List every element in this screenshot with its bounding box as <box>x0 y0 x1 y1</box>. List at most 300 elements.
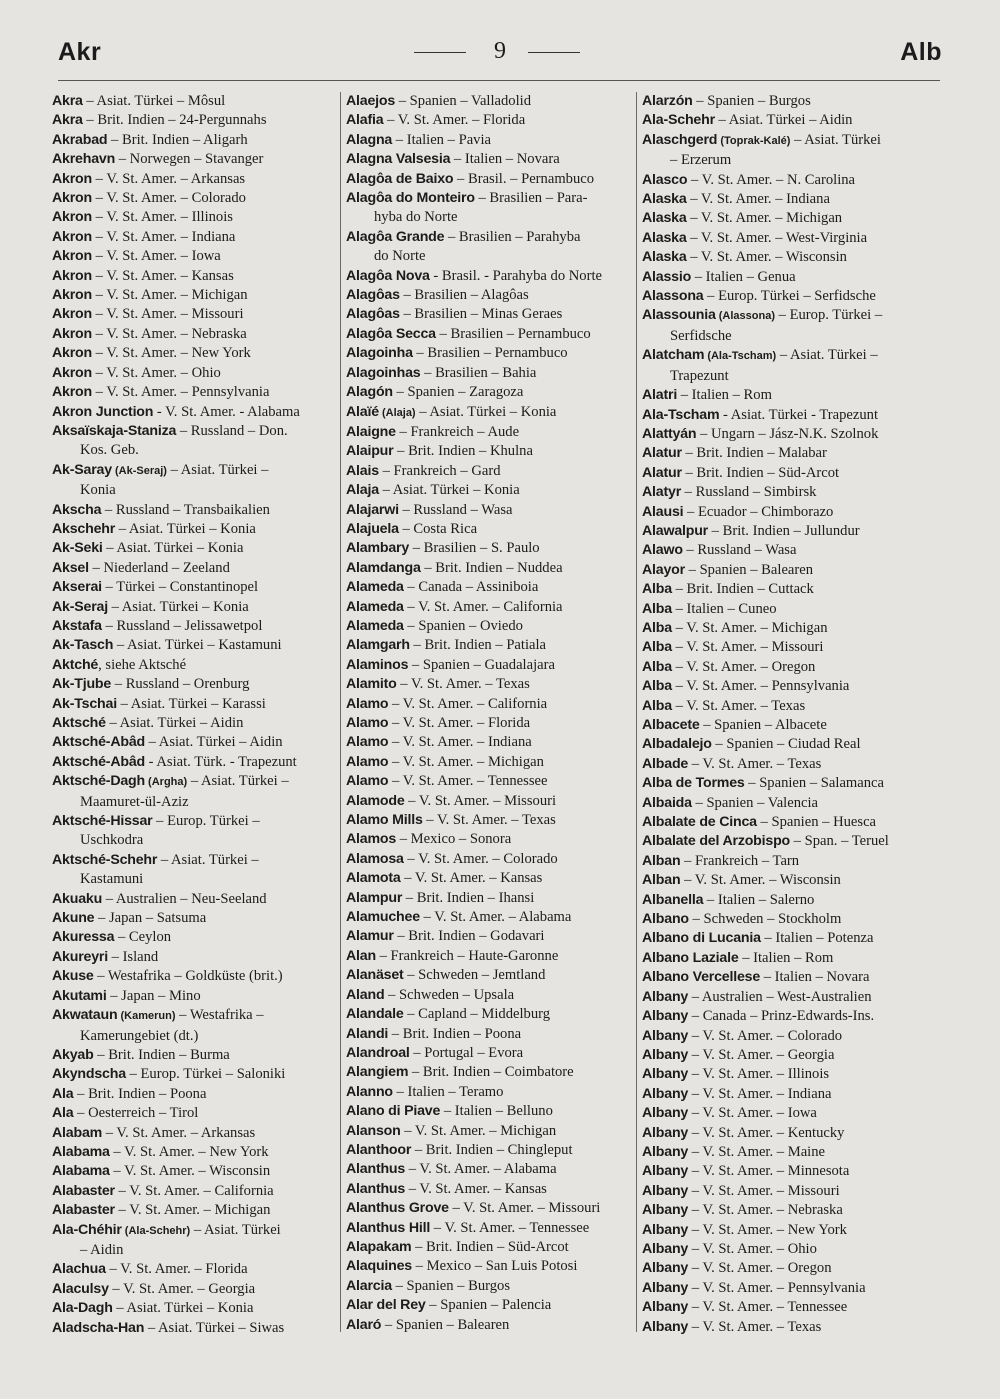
entry-location: – V. St. Amer. – Michigan <box>400 1122 557 1139</box>
gazetteer-entry <box>52 170 334 189</box>
entry-headword: Albany <box>642 1008 689 1025</box>
entry-location: – V. St. Amer. – Florida <box>383 112 526 129</box>
gazetteer-entry <box>346 598 630 617</box>
column-separator <box>636 92 637 1332</box>
gazetteer-entry <box>642 131 932 171</box>
entry-headword: Alban <box>642 872 681 889</box>
entry-location: – Brit. Indien – Patiala <box>409 637 547 654</box>
entry-continuation: – Erzerum <box>670 152 732 169</box>
entry-location: – Island <box>107 948 159 965</box>
gazetteer-entry <box>642 1104 932 1123</box>
header-rule <box>58 80 940 81</box>
entry-location: – V. St. Amer. – Michigan <box>114 1202 271 1219</box>
entry-headword: Albany <box>642 1202 689 1219</box>
gazetteer-entry <box>52 987 334 1006</box>
entry-headword: Alamota <box>346 870 401 887</box>
gazetteer-entry <box>642 794 932 813</box>
gazetteer-entry <box>52 403 334 422</box>
entry-headword: Alamuchee <box>346 909 420 926</box>
gazetteer-entry <box>346 1025 630 1044</box>
entry-location: – Oesterreich – Tirol <box>73 1105 199 1122</box>
entry-location: – Brasilien – Minas Geraes <box>399 306 563 323</box>
entry-headword: Akron <box>52 287 92 304</box>
gazetteer-entry <box>52 967 334 986</box>
column-separator <box>340 92 341 1332</box>
entry-location: – Asiat. Türkei – Karassi <box>116 695 266 712</box>
entry-headword: Alajuela <box>346 520 399 537</box>
gazetteer-entry <box>642 697 932 716</box>
entry-headword: Alaró <box>346 1316 382 1333</box>
gazetteer-entry <box>52 578 334 597</box>
gazetteer-entry <box>52 92 334 111</box>
gazetteer-entry <box>52 364 334 383</box>
entry-headword: Alagoinha <box>346 345 413 362</box>
entry-headword: Alagna Valsesia <box>346 151 451 168</box>
gazetteer-entry <box>642 1182 932 1201</box>
gazetteer-entry <box>346 267 630 286</box>
gazetteer-entry <box>346 753 630 772</box>
entry-location: – V. St. Amer. – Kansas <box>400 870 543 887</box>
gazetteer-entry <box>346 947 630 966</box>
entry-location: – V. St. Amer. – Florida <box>105 1261 248 1278</box>
entry-location: – V. St. Amer. – Missouri <box>92 306 244 323</box>
gazetteer-entry <box>52 1046 334 1065</box>
gazetteer-entry <box>642 406 932 425</box>
entry-location: – Italien – Novara <box>760 969 870 986</box>
entry-location: , siehe Aktsché <box>98 656 187 673</box>
entry-headword: Albany <box>642 1279 689 1296</box>
entry-alt-name: (Kamerun) <box>117 1010 176 1023</box>
gazetteer-entry <box>346 656 630 675</box>
gazetteer-entry <box>642 1007 932 1026</box>
gazetteer-entry <box>346 1180 630 1199</box>
gazetteer-entry <box>642 988 932 1007</box>
entry-headword: Alba <box>642 639 672 656</box>
entry-headword: Akuaku <box>52 890 103 907</box>
gazetteer-entry <box>52 131 334 150</box>
gazetteer-entry <box>346 772 630 791</box>
entry-headword: Aland <box>346 986 385 1003</box>
gazetteer-entry <box>52 1299 334 1318</box>
entry-continuation: Uschkodra <box>80 832 144 849</box>
entry-headword: Alatri <box>642 387 678 404</box>
gazetteer-entry <box>52 1065 334 1084</box>
entry-headword: Alanno <box>346 1083 393 1100</box>
gazetteer-entry <box>52 247 334 266</box>
entry-headword: Akron <box>52 228 92 245</box>
gazetteer-entry <box>346 1063 630 1082</box>
entry-location: – Costa Rica <box>398 520 478 537</box>
entry-location: – V. St. Amer. – Minnesota <box>688 1163 850 1180</box>
entry-location: – V. St. Amer. – Wisconsin <box>680 872 841 889</box>
entry-headword: Albany <box>642 1221 689 1238</box>
gazetteer-entry <box>346 228 630 267</box>
gazetteer-entry <box>52 1162 334 1181</box>
entry-headword: Alassio <box>642 268 692 285</box>
gazetteer-entry <box>346 811 630 830</box>
gazetteer-entry <box>52 111 334 130</box>
entry-headword: Alatcham <box>642 347 705 364</box>
gazetteer-entry <box>346 1199 630 1218</box>
entry-location: – Italien – Rom <box>677 387 772 404</box>
entry-headword: Albano Laziale <box>642 949 739 966</box>
gazetteer-entry <box>346 325 630 344</box>
entry-location: – V. St. Amer. – Pennsylvania <box>92 384 270 401</box>
gazetteer-entry <box>52 1143 334 1162</box>
gazetteer-entry <box>346 1160 630 1179</box>
entry-location: – Spanien – Palencia <box>425 1297 552 1314</box>
page-header <box>0 38 1000 78</box>
entry-location: – Spanien – Burgos <box>391 1277 511 1294</box>
entry-headword: Alanthus Hill <box>346 1219 431 1236</box>
gazetteer-entry <box>52 656 334 675</box>
entry-location: – V. St. Amer. – West-Virginia <box>686 229 868 246</box>
gazetteer-entry <box>52 344 334 363</box>
entry-location: – Asiat. Türkei – Konia <box>115 520 256 537</box>
entry-headword: Albany <box>642 1299 689 1316</box>
entry-headword: Alaska <box>642 210 687 227</box>
gazetteer-entry <box>642 1027 932 1046</box>
entry-location: – Italien – Salerno <box>703 891 815 908</box>
entry-column-2 <box>346 92 630 1335</box>
gazetteer-entry <box>642 677 932 696</box>
entry-location: – V. St. Amer. – California <box>388 695 548 712</box>
gazetteer-entry <box>346 170 630 189</box>
entry-headword: Alaja <box>346 482 379 499</box>
gazetteer-entry <box>642 425 932 444</box>
entry-continuation: Serfidsche <box>670 327 732 344</box>
gazetteer-entry <box>642 346 932 386</box>
entry-headword: Alawo <box>642 542 683 559</box>
entry-location: – Asiat. Türkei – Aidin <box>145 734 283 751</box>
entry-location: – V. St. Amer. – Georgia <box>108 1280 256 1297</box>
gazetteer-entry <box>642 209 932 228</box>
gazetteer-entry <box>346 714 630 733</box>
entry-location: – Italien – Teramo <box>392 1083 504 1100</box>
entry-headword: Albacete <box>642 717 700 733</box>
gazetteer-entry <box>346 1102 630 1121</box>
entry-headword: Alanson <box>346 1122 401 1139</box>
entry-headword: Ak-Saray <box>52 461 112 478</box>
entry-headword: Albalate del Arzobispo <box>642 833 791 850</box>
entry-headword: Ak-Seki <box>52 540 103 557</box>
entry-location: – Frankreich – Tarn <box>680 852 800 869</box>
entry-headword: Alaculsy <box>52 1280 109 1297</box>
gazetteer-entry <box>52 1201 334 1220</box>
entry-headword: Alagôa do Monteiro <box>346 190 475 207</box>
entry-location: – V. St. Amer. – Indiana <box>686 191 830 208</box>
gazetteer-entry <box>642 522 932 541</box>
gazetteer-entry <box>642 190 932 209</box>
gazetteer-entry <box>52 208 334 227</box>
entry-location: – Mexico – San Luis Potosi <box>412 1258 578 1275</box>
entry-headword: Albany <box>642 1182 689 1199</box>
entry-location: – V. St. Amer. – Michigan <box>388 753 544 770</box>
entry-location: – V. St. Amer. – Missouri <box>404 792 557 809</box>
entry-headword: Alaïé <box>346 403 379 420</box>
entry-location: – Brasil. – Pernambuco <box>453 170 595 187</box>
entry-headword: Akwataun <box>52 1007 118 1024</box>
gazetteer-entry <box>642 968 932 987</box>
entry-location: – V. St. Amer. – Tennessee <box>688 1299 848 1316</box>
entry-location: – Brit. Indien – Süd-Arcot <box>681 464 840 481</box>
entry-headword: Albany <box>642 1124 689 1141</box>
entry-headword: Alajarwi <box>346 501 399 518</box>
entry-headword: Akra <box>52 112 83 129</box>
entry-headword: Alamur <box>346 928 394 945</box>
gazetteer-entry <box>346 1141 630 1160</box>
entry-location: – Brasilien – S. Paulo <box>409 540 540 557</box>
entry-headword: Alanthus Grove <box>346 1200 449 1217</box>
entry-headword: Akron <box>52 384 92 401</box>
gazetteer-entry <box>642 1201 932 1220</box>
entry-location: – Spanien – Oviedo <box>403 617 523 634</box>
entry-location: – V. St. Amer. – Indiana <box>688 1085 832 1102</box>
gazetteer-entry <box>52 948 334 967</box>
entry-headword: Akureyri <box>52 948 108 965</box>
entry-headword: Alba <box>642 658 672 675</box>
entry-headword: Alaschgerd <box>642 131 718 148</box>
entry-headword: Alba <box>642 600 672 617</box>
gazetteer-entry <box>346 1044 630 1063</box>
entry-headword: Alameda <box>346 617 404 634</box>
entry-location: – Brit. Indien – 24-Pergunnahs <box>82 112 267 129</box>
gazetteer-entry <box>346 733 630 752</box>
gazetteer-entry <box>346 501 630 520</box>
gazetteer-entry <box>346 111 630 130</box>
entry-location: – Schweden – Upsala <box>384 986 515 1003</box>
entry-headword: Alayor <box>642 561 685 578</box>
entry-location: – Frankreich – Gard <box>378 462 501 479</box>
entry-headword: Alamo <box>346 715 389 731</box>
gazetteer-entry <box>346 636 630 655</box>
entry-location: – Mexico – Sonora <box>396 831 512 848</box>
entry-location: – Brit. Indien – Süd-Arcot <box>411 1238 569 1255</box>
gazetteer-entry <box>346 966 630 985</box>
entry-location: – V. St. Amer. – Nebraska <box>92 325 247 342</box>
entry-headword: Akutami <box>52 987 107 1004</box>
gazetteer-entry <box>642 910 932 929</box>
entry-headword: Aksel <box>52 559 89 576</box>
gazetteer-entry <box>52 383 334 402</box>
entry-headword: Alaminos <box>346 656 409 673</box>
entry-location: – Europ. Türkei – <box>775 307 883 324</box>
gazetteer-entry <box>642 813 932 832</box>
entry-headword: Akron <box>52 325 92 342</box>
entry-location: – Asiat. Türkei – Aidin <box>714 112 853 129</box>
entry-location: – Spanien – Valladolid <box>395 93 532 109</box>
gazetteer-entry <box>642 735 932 754</box>
gazetteer-entry <box>642 268 932 287</box>
gazetteer-entry <box>346 462 630 481</box>
entry-headword: Aktsché <box>52 715 106 731</box>
entry-location: – V. St. Amer. – Illinois <box>688 1066 830 1083</box>
entry-headword: Alandroal <box>346 1044 410 1061</box>
gazetteer-entry <box>346 850 630 869</box>
entry-headword: Alangiem <box>346 1064 409 1081</box>
gazetteer-entry <box>52 753 334 772</box>
header-right-guideword: Alb <box>900 38 942 66</box>
entry-headword: Ala <box>52 1085 74 1102</box>
entry-location: – Brasilien – Pernambuco <box>412 345 568 362</box>
entry-location: – V. St. Amer. – Iowa <box>92 248 221 265</box>
entry-continuation: Maamuret-ül-Aziz <box>80 793 189 810</box>
entry-location: – Brit. Indien – Poona <box>73 1085 207 1102</box>
entry-location: - Asiat. Türkei - Trapezunt <box>719 406 878 423</box>
gazetteer-entry <box>642 386 932 405</box>
entry-location: – Russland – Simbirsk <box>681 484 817 501</box>
gazetteer-entry <box>642 111 932 130</box>
entry-headword: Albano di Lucania <box>642 930 761 947</box>
entry-headword: Akuse <box>52 968 94 985</box>
gazetteer-entry <box>346 927 630 946</box>
entry-headword: Alagôa Grande <box>346 228 445 245</box>
entry-location: – Asiat. Türkei – Konia <box>102 540 244 557</box>
header-left-guideword: Akr <box>58 38 102 66</box>
entry-location: – V. St. Amer. – Michigan <box>686 210 843 227</box>
entry-location: – Brasilien – Pernambuco <box>435 325 591 342</box>
entry-location: – Brit. Indien – Khulna <box>393 443 533 460</box>
gazetteer-entry <box>52 520 334 539</box>
gazetteer-entry <box>642 658 932 677</box>
entry-headword: Ala-Dagh <box>52 1300 113 1317</box>
entry-headword: Akron <box>52 345 92 362</box>
entry-location: – Australien – Neu-Seeland <box>102 890 267 907</box>
entry-headword: Alabama <box>52 1143 110 1160</box>
entry-location: – V. St. Amer. – Wisconsin <box>686 249 847 266</box>
entry-location: – Norwegen – Stavanger <box>115 151 264 168</box>
gazetteer-entry <box>346 92 630 111</box>
entry-location: – Italien – Pavia <box>392 131 491 148</box>
entry-location: – Spanien – Albacete <box>699 717 827 733</box>
entry-location: – Asiat. Türkei – Konia <box>107 598 249 615</box>
gazetteer-entry <box>642 774 932 793</box>
entry-headword: Ak-Tjube <box>52 676 112 693</box>
entry-headword: Albany <box>642 1066 689 1083</box>
gazetteer-entry <box>642 229 932 248</box>
entry-headword: Aktché <box>52 656 99 673</box>
entry-location: – Brasilien – Para- <box>474 190 588 207</box>
entry-alt-name: (Toprak-Kalé) <box>717 134 791 147</box>
gazetteer-entry <box>52 150 334 169</box>
gazetteer-entry <box>346 364 630 383</box>
entry-headword: Alban <box>642 852 681 869</box>
gazetteer-entry <box>52 539 334 558</box>
entry-column-1 <box>52 92 334 1338</box>
gazetteer-entry <box>52 559 334 578</box>
entry-headword: Alanthus <box>346 1161 406 1178</box>
gazetteer-entry <box>642 541 932 560</box>
entry-location: – Japan – Mino <box>106 987 201 1004</box>
entry-location: – Asiat. Türkei <box>790 131 881 148</box>
gazetteer-entry <box>52 422 334 461</box>
gazetteer-entry <box>642 464 932 483</box>
gazetteer-entry <box>346 442 630 461</box>
gazetteer-entry <box>346 695 630 714</box>
gazetteer-entry <box>52 267 334 286</box>
entry-location: – Brasilien – Bahia <box>420 364 537 381</box>
gazetteer-entry <box>52 890 334 909</box>
entry-headword: Alamdanga <box>346 559 421 576</box>
entry-location: – Asiat. Türkei – Môsul <box>82 93 226 109</box>
entry-headword: Alamo Mills <box>346 812 423 829</box>
gazetteer-entry <box>642 1221 932 1240</box>
entry-location: – Brit. Indien – Chingleput <box>411 1141 573 1158</box>
entry-location: – Niederland – Zeeland <box>88 559 230 576</box>
entry-location: – Spanien – Huesca <box>756 814 877 831</box>
entry-headword: Alasco <box>642 171 688 188</box>
gazetteer-entry <box>346 403 630 423</box>
gazetteer-entry <box>642 716 932 735</box>
gazetteer-entry <box>642 832 932 851</box>
entry-headword: Akron <box>52 170 92 187</box>
entry-location: – Spanien – Valencia <box>691 794 819 811</box>
entry-headword: Aktsché-Abâd <box>52 734 145 751</box>
entry-location: – Italien – Potenza <box>760 930 874 947</box>
entry-headword: Alagôa de Baixo <box>346 170 454 187</box>
entry-headword: Alanthus <box>346 1180 406 1197</box>
entry-location: – Asiat. Türkei – <box>166 461 269 478</box>
entry-headword: Alagna <box>346 131 393 148</box>
gazetteer-entry <box>52 189 334 208</box>
entry-location: – Australien – West-Australien <box>688 988 872 1005</box>
entry-location: – Europ. Türkei – <box>152 813 260 830</box>
entry-location: – Asiat. Türkei – <box>187 773 289 790</box>
entry-location: – Frankreich – Haute-Garonne <box>375 947 559 964</box>
gazetteer-entry <box>346 889 630 908</box>
gazetteer-entry <box>642 1046 932 1065</box>
entry-headword: Alatur <box>642 464 682 481</box>
gazetteer-entry <box>346 1277 630 1296</box>
entry-location: – V. St. Amer. – Iowa <box>688 1105 817 1122</box>
entry-headword: Albany <box>642 1143 689 1160</box>
gazetteer-entry <box>642 871 932 890</box>
entry-location: – Brasilien – Parahyba <box>444 228 581 245</box>
gazetteer-entry <box>346 908 630 927</box>
entry-headword: Alafia <box>346 112 384 129</box>
entry-location: – Westafrika – <box>175 1007 264 1024</box>
entry-headword: Akrehavn <box>52 151 116 168</box>
entry-location: – Russland – Transbaikalien <box>101 501 270 518</box>
gazetteer-entry <box>642 929 932 948</box>
entry-headword: Albanella <box>642 891 704 908</box>
entry-location: – Ceylon <box>114 929 172 946</box>
entry-location: – V. St. Amer. – Tennessee <box>388 773 548 790</box>
gazetteer-entry <box>346 344 630 363</box>
gazetteer-entry <box>642 503 932 522</box>
entry-headword: Alatyr <box>642 484 682 501</box>
entry-location: – V. St. Amer. – Tennessee <box>430 1219 590 1236</box>
gazetteer-entry <box>346 189 630 228</box>
gazetteer-entry <box>52 675 334 694</box>
entry-location: – V. St. Amer. – Pennsylvania <box>688 1279 866 1296</box>
entry-headword: Alabaster <box>52 1182 115 1199</box>
entry-location: – V. St. Amer. – Michigan <box>671 619 828 636</box>
entry-location: – Brit. Indien – Burma <box>93 1046 230 1063</box>
gazetteer-entry <box>52 636 334 655</box>
entry-headword: Akuressa <box>52 929 115 946</box>
entry-location: – V. St. Amer. – Wisconsin <box>109 1163 271 1180</box>
entry-column-3 <box>642 92 932 1337</box>
entry-location: – V. St. Amer. – Missouri <box>448 1200 601 1217</box>
entry-location: – Russland – Jelissawetpol <box>101 617 263 634</box>
entry-headword: Akrabad <box>52 131 108 148</box>
entry-headword: Alachua <box>52 1261 106 1278</box>
entry-headword: Alba <box>642 619 672 636</box>
entry-headword: Alandi <box>346 1025 389 1042</box>
entry-headword: Aktsché-Dagh <box>52 773 145 790</box>
gazetteer-entry <box>52 928 334 947</box>
